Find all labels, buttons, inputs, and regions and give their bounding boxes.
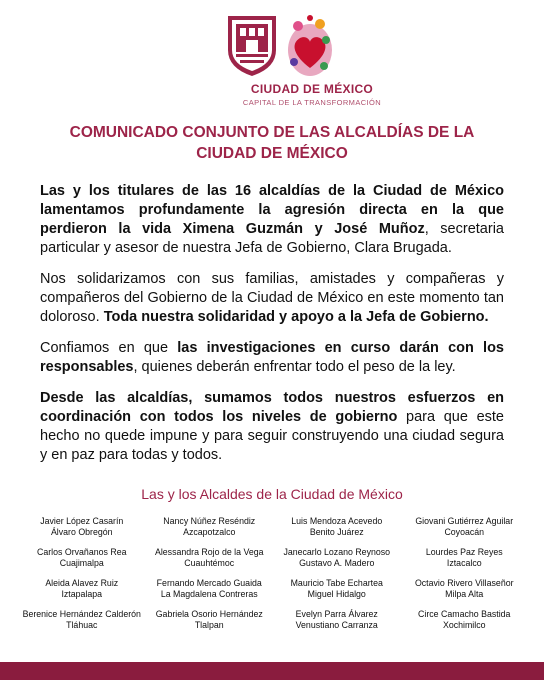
text: para que este hecho no quede impune y para seguir construyendo una ciudad segura y en paz para todas y todos. (40, 409, 504, 463)
signer-alcaldia: Cuauhtémoc (184, 558, 235, 568)
bold-text: Las y los titulares de las 16 alcaldías de la Ciudad de México lamentamos profundamente la agresión directa en la que perdieron la vida Ximena Guzmán y José Muñoz (40, 183, 504, 237)
signer-name: Evelyn Parra Álvarez (295, 609, 378, 619)
signer-alcaldia: Benito Juárez (309, 527, 364, 537)
signer (146, 609, 274, 631)
signer-name: Nancy Núñez Reséndiz (163, 516, 256, 526)
signer (146, 516, 274, 538)
signer-name: Fernando Mercado Guaida (156, 578, 262, 588)
statement-paragraph (40, 270, 504, 327)
signer-name: Giovani Gutiérrez Aguilar (415, 516, 514, 526)
bold-text: las investigaciones en curso darán con los responsables (40, 340, 504, 375)
signer-alcaldia: Xochimilco (442, 620, 486, 630)
text: , secretaria particular y asesor de nuestra Jefa de Gobierno, Clara Brugada. (40, 221, 504, 256)
brand-tagline: CAPITAL DE LA TRANSFORMACIÓN (242, 98, 382, 107)
bold-text: Toda nuestra solidaridad y apoyo a la Jefa de Gobierno. (103, 309, 489, 325)
signer (18, 516, 146, 538)
floral-heart-emblem-icon (288, 15, 332, 76)
logo (224, 10, 344, 80)
signer-name: Octavio Rivero Villaseñor (414, 578, 514, 588)
signer-name: Carlos Orvañanos Rea (37, 547, 127, 557)
signer (146, 578, 274, 600)
header (0, 0, 544, 112)
signer-alcaldia: Cuajimalpa (59, 558, 104, 568)
signer-alcaldia: Iztacalco (446, 558, 482, 568)
signer (146, 547, 274, 569)
text: Nos solidarizamos con sus familias, amistades y compañeras y compañeros del Gobierno de la Ciudad de México en este momento tan doloroso. (40, 271, 504, 325)
statement-body (40, 182, 504, 477)
signer (273, 578, 401, 600)
bold-text: Desde las alcaldías, sumamos todos nuestros esfuerzos en coordinación con todos los niveles de gobierno (40, 390, 504, 425)
signer-alcaldia: La Magdalena Contreras (160, 589, 258, 599)
signer-alcaldia: Álvaro Obregón (50, 527, 113, 537)
signer-alcaldia: Azcapotzalco (183, 527, 236, 537)
signer-alcaldia: Tlalpan (194, 620, 224, 630)
signers-grid (18, 516, 528, 631)
signer (401, 609, 529, 631)
signer-alcaldia: Tláhuac (66, 620, 98, 630)
signer-name: Aleida Alavez Ruiz (45, 578, 119, 588)
signer-name: Luis Mendoza Acevedo (291, 516, 383, 526)
signer-alcaldia: Gustavo A. Madero (299, 558, 375, 568)
statement-paragraph (40, 339, 504, 377)
footer-bar (0, 662, 544, 680)
statement-paragraph (40, 389, 504, 465)
signer (18, 578, 146, 600)
signer-name: Alessandra Rojo de la Vega (154, 547, 264, 557)
signer (273, 547, 401, 569)
signer-name: Gabriela Osorio Hernández (155, 609, 263, 619)
signer-name: Mauricio Tabe Echartea (290, 578, 383, 588)
signer-alcaldia: Milpa Alta (445, 589, 484, 599)
signer-name: Circe Camacho Bastida (418, 609, 511, 619)
signer (401, 516, 529, 538)
signer-alcaldia: Iztapalapa (61, 589, 103, 599)
text: Confiamos en que (40, 340, 178, 356)
statement-paragraph (40, 182, 504, 258)
signer-name: Javier López Casarín (40, 516, 124, 526)
brand-name: CIUDAD DE MÉXICO (250, 82, 374, 96)
document-title: COMUNICADO CONJUNTO DE LAS ALCALDÍAS DE LA CIUDAD DE MÉXICO (69, 124, 475, 162)
signer (273, 609, 401, 631)
signer-alcaldia: Miguel Hidalgo (307, 589, 366, 599)
signer (18, 609, 146, 631)
signer (273, 516, 401, 538)
signer (401, 547, 529, 569)
signer-name: Janecarlo Lozano Reynoso (283, 547, 391, 557)
signer-alcaldia: Coyoacán (444, 527, 485, 537)
signer-alcaldia: Venustiano Carranza (295, 620, 378, 630)
signers-title: Las y los Alcaldes de la Ciudad de México (141, 486, 403, 502)
signer (401, 578, 529, 600)
signer-name: Lourdes Paz Reyes (425, 547, 503, 557)
text: , quienes deberán enfrentar todo el peso de la ley. (133, 359, 456, 375)
castle-shield-icon (228, 16, 276, 76)
signer (18, 547, 146, 569)
signer-name: Berenice Hernández Calderón (22, 609, 141, 619)
